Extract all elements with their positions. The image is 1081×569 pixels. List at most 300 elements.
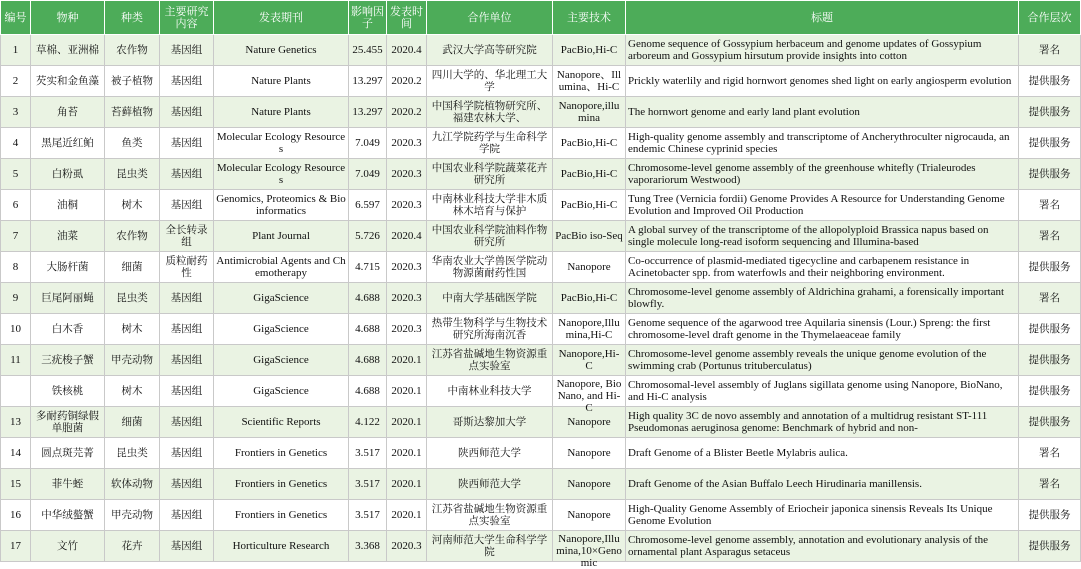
cell-text: 4 xyxy=(12,137,19,149)
cell-text: Prickly waterlily and rigid hornwort genomes shed light on early angiosperm evolution xyxy=(628,75,1012,87)
col-partner-cell xyxy=(427,128,553,159)
col-title-cell xyxy=(626,97,1019,128)
cell-text: 提供服务 xyxy=(1028,416,1071,428)
col-impact-factor-cell xyxy=(349,345,387,376)
cell-text: 铁核桃 xyxy=(51,385,84,397)
cell-text: Nature Plants xyxy=(251,75,311,87)
col-research-content-cell xyxy=(160,35,214,66)
cell-text: 7 xyxy=(12,230,19,242)
cell-text: Nanopore,Hi-C xyxy=(558,348,620,372)
col-species-cell xyxy=(31,221,105,252)
cell-text: 树木 xyxy=(121,323,143,335)
table-row xyxy=(1,407,1081,438)
col-number-cell xyxy=(1,190,31,221)
cell-text: 6 xyxy=(12,199,19,211)
cell-text: The hornwort genome and early land plant evolution xyxy=(628,106,860,118)
cell-text: 农作物 xyxy=(116,44,148,56)
cell-text: 树木 xyxy=(121,199,143,211)
cell-text: 江苏省盐碱地生物资源重点实验室 xyxy=(431,348,548,372)
cell-text: 基因组 xyxy=(170,199,203,211)
col-species-cell xyxy=(31,345,105,376)
cell-text: 细菌 xyxy=(121,261,143,273)
cell-text: 软体动物 xyxy=(111,478,153,490)
cell-text: Genome sequence of the agarwood tree Aquilaria sinensis (Lour.) Spreng: the first chromosome-level draft genome in the Thymelaeaceae family xyxy=(628,317,991,341)
col-publish-date-cell xyxy=(387,66,427,97)
cell-text: 3.517 xyxy=(355,509,380,521)
cell-text: Plant Journal xyxy=(252,230,310,242)
col-technology-header: 主要技术 xyxy=(553,1,626,35)
cell-text: 2020.2 xyxy=(391,75,422,87)
col-number-cell xyxy=(1,407,31,438)
col-species-cell xyxy=(31,159,105,190)
cell-text: 中华绒螯蟹 xyxy=(41,509,94,521)
col-technology-cell xyxy=(553,438,626,469)
col-partner-cell xyxy=(427,345,553,376)
cell-text: 菲牛蛭 xyxy=(51,478,84,490)
col-publish-date-cell xyxy=(387,407,427,438)
col-impact-factor-cell xyxy=(349,128,387,159)
table-row xyxy=(1,283,1081,314)
cell-text: 鱼类 xyxy=(121,137,143,149)
cell-text: PacBio iso-Seq xyxy=(555,230,623,242)
table-row xyxy=(1,531,1081,562)
col-number-cell xyxy=(1,221,31,252)
cell-text: 油桐 xyxy=(57,199,78,211)
cell-text: 2020.4 xyxy=(391,230,422,242)
cell-text: 2020.2 xyxy=(391,106,422,118)
col-category-header: 种类 xyxy=(105,1,160,35)
col-category-cell xyxy=(105,500,160,531)
table-row xyxy=(1,66,1081,97)
col-partner-cell xyxy=(427,221,553,252)
col-category-cell xyxy=(105,531,160,562)
col-cooperation-level-cell xyxy=(1019,407,1081,438)
cell-text: PacBio,Hi-C xyxy=(560,44,618,56)
cell-text: Nanopore, BioNano, and Hi-C xyxy=(556,378,622,414)
col-journal-cell xyxy=(214,128,349,159)
col-publish-date-header: 发表时间 xyxy=(387,1,427,35)
table-body xyxy=(1,35,1081,569)
cell-text: PacBio,Hi-C xyxy=(560,199,618,211)
cell-text: 提供服务 xyxy=(1028,385,1071,397)
cell-text: 四川大学的、华北理工大学 xyxy=(431,69,548,93)
cell-text: 3.517 xyxy=(355,447,380,459)
cell-text: 花卉 xyxy=(121,540,143,552)
col-species-cell xyxy=(31,97,105,128)
cell-text: 4.715 xyxy=(355,261,380,273)
col-technology-cell xyxy=(553,531,626,569)
cell-text: GigaScience xyxy=(253,323,309,335)
cell-text: Nanopore,Illumina,10×Genomic xyxy=(556,533,622,569)
cell-text: 大肠杆菌 xyxy=(46,261,89,273)
cell-text: 基因组 xyxy=(170,416,203,428)
cell-text: 被子植物 xyxy=(111,75,153,87)
cell-text: 9 xyxy=(12,292,19,304)
cell-text: 细菌 xyxy=(121,416,143,428)
header-row xyxy=(1,1,1081,35)
cell-text: Genome sequence of Gossypium herbaceum and genome updates of Gossypium arboreum and Gossypium hirsutum provide insights into cotton xyxy=(628,38,982,62)
col-partner-cell xyxy=(427,97,553,128)
cell-text: 中国农业科学院油料作物研究所 xyxy=(431,224,548,248)
col-research-content-cell xyxy=(160,283,214,314)
cell-text: High-Quality Genome Assembly of Eriocheir japonica sinensis Reveals Its Unique Genome Evolution xyxy=(628,503,993,527)
cell-text: 2020.4 xyxy=(391,44,422,56)
col-cooperation-level-cell xyxy=(1019,376,1081,407)
cell-text: PacBio,Hi-C xyxy=(560,168,618,180)
cell-text: 17 xyxy=(10,540,21,552)
cell-text: 13.297 xyxy=(352,106,383,118)
col-publish-date-cell xyxy=(387,35,427,66)
col-number-cell xyxy=(1,128,31,159)
col-partner-cell xyxy=(427,469,553,500)
col-cooperation-level-cell xyxy=(1019,97,1081,128)
cell-text: 2020.1 xyxy=(391,354,422,366)
col-cooperation-level-cell xyxy=(1019,128,1081,159)
col-publish-date-cell xyxy=(387,128,427,159)
col-category-cell xyxy=(105,469,160,500)
cell-text: 基因组 xyxy=(170,385,203,397)
col-species-cell xyxy=(31,376,105,407)
col-technology-cell xyxy=(553,252,626,283)
col-partner-cell xyxy=(427,314,553,345)
col-title-cell xyxy=(626,128,1019,159)
col-publish-date-cell xyxy=(387,469,427,500)
cell-text: 昆虫类 xyxy=(116,292,148,304)
cell-text: 2020.3 xyxy=(391,168,422,180)
col-research-content-cell xyxy=(160,221,214,252)
col-number-cell xyxy=(1,531,31,562)
cell-text: Nanopore xyxy=(567,261,611,273)
col-publish-date-cell xyxy=(387,345,427,376)
col-publish-date-cell xyxy=(387,221,427,252)
col-technology-cell xyxy=(553,159,626,190)
col-technology-cell xyxy=(553,376,626,414)
col-species-cell xyxy=(31,407,105,438)
cell-text: 甲壳动物 xyxy=(111,354,153,366)
cell-text: 4.688 xyxy=(355,354,380,366)
col-number-cell xyxy=(1,66,31,97)
cell-text: Nanopore xyxy=(567,416,611,428)
col-technology-cell xyxy=(553,500,626,531)
col-technology-cell xyxy=(553,221,626,252)
col-journal-cell xyxy=(214,97,349,128)
cell-text: 提供服务 xyxy=(1028,261,1071,273)
cell-text: 提供服务 xyxy=(1028,106,1071,118)
cell-text: Chromosome-level genome assembly, annotation and evolutionary analysis of the ornamental plant Asparagus setaceus xyxy=(628,534,989,558)
cell-text: 15 xyxy=(10,478,21,490)
col-cooperation-level-header: 合作层次 xyxy=(1019,1,1081,35)
cell-text: 提供服务 xyxy=(1028,540,1071,552)
cell-text: 10 xyxy=(10,323,21,335)
cell-text: Draft Genome of a Blister Beetle Mylabris aulica. xyxy=(628,447,848,459)
table-row xyxy=(1,314,1081,345)
col-cooperation-level-cell xyxy=(1019,469,1081,500)
col-journal-cell xyxy=(214,314,349,345)
cell-text: 2 xyxy=(12,75,19,87)
cell-text: Chromosome-level genome assembly of Aldrichina grahami, a forensically important blowfly. xyxy=(628,286,1005,310)
col-cooperation-level-cell xyxy=(1019,35,1081,66)
col-journal-cell xyxy=(214,407,349,438)
col-partner-cell xyxy=(427,500,553,531)
col-cooperation-level-cell xyxy=(1019,438,1081,469)
cell-text: 河南师范大学生命科学学院 xyxy=(431,534,548,558)
col-publish-date-cell xyxy=(387,252,427,283)
cell-text: 草棉、亚洲棉 xyxy=(36,44,99,56)
col-number-cell xyxy=(1,376,31,407)
col-title-cell xyxy=(626,376,1019,407)
cell-text: 3 xyxy=(12,106,19,118)
col-number-cell xyxy=(1,438,31,469)
col-category-cell xyxy=(105,314,160,345)
col-number-cell xyxy=(1,500,31,531)
col-research-content-cell xyxy=(160,128,214,159)
col-title-cell xyxy=(626,35,1019,66)
cell-text: Chromosome-level genome assembly reveals the unique genome evolution of the swimming crab (Portunus trituberculatus) xyxy=(628,348,987,372)
table-row xyxy=(1,469,1081,500)
cell-text: 基因组 xyxy=(170,478,203,490)
cell-text: Co-occurrence of plasmid-mediated tigecycline and carbapenem resistance in Acinetobacter spp. from waterfowls and their neighboring environment. xyxy=(628,255,970,279)
col-number-cell xyxy=(1,252,31,283)
col-research-content-cell xyxy=(160,376,214,407)
cell-text: 7.049 xyxy=(355,168,380,180)
cell-text: Nanopore,Illumina,Hi-C xyxy=(558,317,620,341)
col-cooperation-level-cell xyxy=(1019,66,1081,97)
cell-text: 树木 xyxy=(121,385,143,397)
col-cooperation-level-cell xyxy=(1019,159,1081,190)
col-impact-factor-cell xyxy=(349,438,387,469)
cell-text: Nanopore xyxy=(567,478,611,490)
cell-text: 角苔 xyxy=(57,106,78,118)
col-number-cell xyxy=(1,35,31,66)
col-title-cell xyxy=(626,159,1019,190)
cell-text: PacBio,Hi-C xyxy=(560,137,618,149)
cell-text: Frontiers in Genetics xyxy=(234,478,328,490)
table-row xyxy=(1,376,1081,407)
cell-text: 巨尾阿丽蝇 xyxy=(41,292,94,304)
col-journal-cell xyxy=(214,159,349,190)
cell-text: 提供服务 xyxy=(1028,75,1071,87)
table-row xyxy=(1,438,1081,469)
cell-text: 油菜 xyxy=(57,230,78,242)
cell-text: 13.297 xyxy=(352,75,383,87)
cell-text: 基因组 xyxy=(170,540,203,552)
cell-text: 中国农业科学院蔬菜花卉研究所 xyxy=(431,162,548,186)
cell-text: 25.455 xyxy=(352,44,383,56)
cell-text: 三疣梭子蟹 xyxy=(41,354,94,366)
cell-text: Chromosome-level genome assembly of the greenhouse whitefly (Trialeurodes vaporariorum Westwood) xyxy=(628,162,976,186)
col-number-cell xyxy=(1,314,31,345)
col-cooperation-level-cell xyxy=(1019,531,1081,562)
cell-text: GigaScience xyxy=(253,385,309,397)
cell-text: 提供服务 xyxy=(1028,323,1071,335)
col-title-cell xyxy=(626,438,1019,469)
col-category-cell xyxy=(105,221,160,252)
cell-text: Antimicrobial Agents and Chemotherapy xyxy=(216,255,346,279)
cell-text: Draft Genome of the Asian Buffalo Leech Hirudinaria manillensis. xyxy=(628,478,922,490)
col-impact-factor-cell xyxy=(349,221,387,252)
col-publish-date-cell xyxy=(387,376,427,407)
cell-text: 4.688 xyxy=(355,292,380,304)
col-title-header: 标题 xyxy=(626,1,1019,35)
col-impact-factor-cell xyxy=(349,283,387,314)
col-partner-cell xyxy=(427,531,553,562)
cell-text: A global survey of the transcriptome of the allopolyploid Brassica napus based on single molecule long-read isoform sequencing and Illumina-based xyxy=(628,224,989,248)
cell-text: 2020.3 xyxy=(391,199,422,211)
col-impact-factor-cell xyxy=(349,407,387,438)
col-impact-factor-cell xyxy=(349,159,387,190)
table-row xyxy=(1,190,1081,221)
cell-text: 全长转录组 xyxy=(165,224,208,248)
col-category-cell xyxy=(105,438,160,469)
col-journal-cell xyxy=(214,190,349,221)
cell-text: High-quality genome assembly and transcriptome of Ancherythroculter nigrocauda, an endemic Chinese cyprinid species xyxy=(628,131,1010,155)
cell-text: 中南林业科技大学 xyxy=(447,385,532,397)
cell-text: 8 xyxy=(12,261,19,273)
cell-text: Nature Plants xyxy=(251,106,311,118)
col-impact-factor-cell xyxy=(349,376,387,407)
col-category-cell xyxy=(105,407,160,438)
col-species-cell xyxy=(31,500,105,531)
col-impact-factor-cell xyxy=(349,190,387,221)
table-row xyxy=(1,159,1081,190)
cell-text: 提供服务 xyxy=(1028,137,1071,149)
col-partner-cell xyxy=(427,438,553,469)
col-title-cell xyxy=(626,500,1019,531)
col-journal-cell xyxy=(214,221,349,252)
cell-text: 6.597 xyxy=(355,199,380,211)
col-species-cell xyxy=(31,469,105,500)
col-research-content-cell xyxy=(160,97,214,128)
col-partner-cell xyxy=(427,407,553,438)
col-technology-cell xyxy=(553,66,626,97)
table-row xyxy=(1,221,1081,252)
col-cooperation-level-cell xyxy=(1019,283,1081,314)
col-title-cell xyxy=(626,252,1019,283)
col-journal-cell xyxy=(214,438,349,469)
cell-text: 3.517 xyxy=(355,478,380,490)
col-category-cell xyxy=(105,159,160,190)
col-partner-cell xyxy=(427,66,553,97)
cell-text: 4.688 xyxy=(355,385,380,397)
col-category-cell xyxy=(105,283,160,314)
col-partner-cell xyxy=(427,283,553,314)
cell-text: High quality 3C de novo assembly and annotation of a multidrug resistant ST-111 Pseudomonas aeruginosa genome: Benchmark of hybrid and non- xyxy=(628,410,988,434)
cell-text: 2020.1 xyxy=(391,416,422,428)
col-category-cell xyxy=(105,252,160,283)
col-cooperation-level-cell xyxy=(1019,221,1081,252)
col-category-cell xyxy=(105,97,160,128)
col-title-cell xyxy=(626,469,1019,500)
col-number-cell xyxy=(1,345,31,376)
cell-text: 署名 xyxy=(1039,478,1060,490)
col-journal-cell xyxy=(214,252,349,283)
cell-text: 白木香 xyxy=(51,323,84,335)
cell-text: 基因组 xyxy=(170,137,203,149)
cell-text: 甲壳动物 xyxy=(111,509,153,521)
cell-text: 中南大学基础医学院 xyxy=(442,292,537,304)
cell-text: 2020.3 xyxy=(391,137,422,149)
cell-text: 署名 xyxy=(1039,199,1060,211)
cell-text: Molecular Ecology Resources xyxy=(216,131,346,155)
cell-text: 基因组 xyxy=(170,509,203,521)
cell-text: Frontiers in Genetics xyxy=(234,447,328,459)
cell-text: 白粉虱 xyxy=(51,168,84,180)
col-journal-cell xyxy=(214,66,349,97)
cell-text: 哥斯达黎加大学 xyxy=(452,416,527,428)
cell-text: 苔藓植物 xyxy=(111,106,153,118)
col-category-cell xyxy=(105,376,160,407)
cell-text: 陕西师范大学 xyxy=(458,447,521,459)
cell-text: 13 xyxy=(10,416,21,428)
col-title-cell xyxy=(626,221,1019,252)
cell-text: 提供服务 xyxy=(1028,168,1071,180)
col-technology-cell xyxy=(553,345,626,376)
cell-text: 16 xyxy=(10,509,21,521)
col-title-cell xyxy=(626,314,1019,345)
cell-text: Nature Genetics xyxy=(245,44,317,56)
table-row xyxy=(1,35,1081,66)
col-journal-cell xyxy=(214,283,349,314)
col-impact-factor-cell xyxy=(349,252,387,283)
col-category-cell xyxy=(105,345,160,376)
col-technology-cell xyxy=(553,314,626,345)
cell-text: 署名 xyxy=(1039,292,1060,304)
cell-text: 中国科学院植物研究所、福建农林大学、 xyxy=(431,100,548,124)
col-journal-cell xyxy=(214,469,349,500)
col-impact-factor-cell xyxy=(349,35,387,66)
cell-text: 黑尾近红鲌 xyxy=(41,137,94,149)
cell-text: 2020.1 xyxy=(391,385,422,397)
col-title-cell xyxy=(626,407,1019,438)
cell-text: 2020.3 xyxy=(391,540,422,552)
col-partner-cell xyxy=(427,190,553,221)
col-cooperation-level-cell xyxy=(1019,314,1081,345)
col-category-cell xyxy=(105,128,160,159)
col-category-cell xyxy=(105,66,160,97)
cell-text: 2020.1 xyxy=(391,478,422,490)
col-species-cell xyxy=(31,66,105,97)
col-species-cell xyxy=(31,283,105,314)
col-impact-factor-cell xyxy=(349,531,387,562)
cell-text: Chromosomal-level assembly of Juglans sigillata genome using Nanopore, BioNano, and Hi-C analysis xyxy=(628,379,1003,403)
col-publish-date-cell xyxy=(387,97,427,128)
cell-text: Scientific Reports xyxy=(241,416,321,428)
cell-text: 基因组 xyxy=(170,44,203,56)
cell-text: Nanopore,illumina xyxy=(558,100,620,124)
cell-text: 芡实和金鱼藻 xyxy=(36,75,99,87)
cell-text: 热带生物科学与生物技术研究所海南沉香 xyxy=(431,317,548,341)
col-title-cell xyxy=(626,531,1019,562)
col-impact-factor-cell xyxy=(349,66,387,97)
col-species-cell xyxy=(31,438,105,469)
col-technology-cell xyxy=(553,128,626,159)
table-row xyxy=(1,128,1081,159)
cell-text: Horticulture Research xyxy=(232,540,330,552)
col-publish-date-cell xyxy=(387,283,427,314)
col-journal-cell xyxy=(214,500,349,531)
col-title-cell xyxy=(626,190,1019,221)
col-species-cell xyxy=(31,128,105,159)
cell-text: 武汉大学高等研究院 xyxy=(442,44,537,56)
col-journal-header: 发表期刊 xyxy=(214,1,349,35)
cell-text: 基因组 xyxy=(170,106,203,118)
col-publish-date-cell xyxy=(387,159,427,190)
col-technology-cell xyxy=(553,97,626,128)
cell-text: 5 xyxy=(12,168,19,180)
col-research-content-cell xyxy=(160,66,214,97)
table-row xyxy=(1,97,1081,128)
cell-text: Nanopore、Illumina、Hi-C xyxy=(556,69,622,93)
